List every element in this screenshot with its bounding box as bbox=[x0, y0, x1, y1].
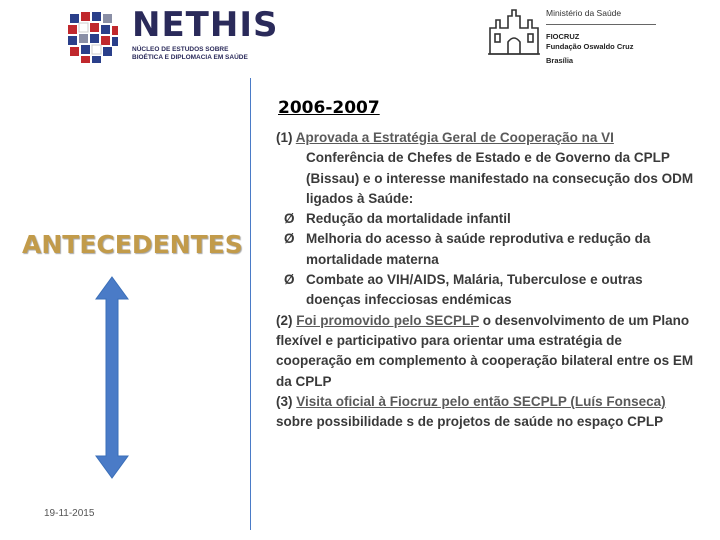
item-1-number: (1) bbox=[276, 130, 293, 145]
item-1 bbox=[276, 128, 696, 148]
nethis-subtitle-line2: BIOÉTICA E DIPLOMACIA EM SAÚDE bbox=[132, 54, 248, 61]
bullet-arrow-icon: Ø bbox=[284, 211, 295, 227]
double-arrow-icon bbox=[94, 275, 130, 480]
nethis-title: NETHIS bbox=[132, 5, 279, 45]
fiocruz-castle-icon bbox=[486, 6, 542, 58]
fiocruz-line3: Brasília bbox=[546, 56, 574, 65]
vertical-divider bbox=[250, 78, 251, 530]
item-3 bbox=[276, 392, 696, 433]
fiocruz-line1: FIOCRUZ bbox=[546, 32, 580, 41]
bullet-text: Melhoria do acesso à saúde reprodutiva e redução da mortalidade materna bbox=[306, 231, 651, 267]
item-3-number: (3) bbox=[276, 393, 293, 409]
fiocruz-text bbox=[546, 32, 634, 66]
bullet-item bbox=[276, 209, 696, 229]
bullet-item bbox=[276, 270, 696, 311]
item-3-lead: Visita oficial à Fiocruz pelo então SECPLP (Luís Fonseca) bbox=[296, 393, 666, 409]
fiocruz-logo bbox=[486, 2, 666, 68]
bullet-text: Combate ao VIH/AIDS, Malária, Tuberculose e outras doenças infecciosas endémicas bbox=[306, 272, 643, 308]
item-1-rest: Conferência de Chefes de Estado e de Governo da CPLP (Bissau) e o interesse manifestado na consecução dos ODM ligados à Saúde: bbox=[306, 150, 694, 206]
item-2-number: (2) bbox=[276, 312, 293, 328]
bullet-text: Redução da mortalidade infantil bbox=[306, 211, 511, 227]
item-3-text: sobre possibilidade s de projetos de saúde no espaço CPLP bbox=[276, 414, 664, 430]
fiocruz-line2: Fundação Oswaldo Cruz bbox=[546, 42, 634, 51]
nethis-mosaic-icon bbox=[62, 6, 122, 66]
item-1-lead: Aprovada a Estratégia Geral de Cooperação na VI bbox=[295, 130, 614, 145]
bullet-item bbox=[276, 229, 696, 270]
year-heading: 2006-2007 bbox=[278, 98, 380, 118]
footer-date: 19-11-2015 bbox=[44, 508, 95, 519]
item-2 bbox=[276, 311, 696, 392]
nethis-subtitle-line1: NÚCLEO DE ESTUDOS SOBRE bbox=[132, 46, 229, 53]
section-title: ANTECEDENTES bbox=[22, 230, 243, 259]
item-2-text: o desenvolvimento de um Plano flexível e participativo para orientar uma estratégia de cooperação em complemento à cooperação bilateral entre os EM da CPLP bbox=[276, 312, 694, 389]
ministry-label: Ministério da Saúde bbox=[546, 8, 622, 18]
nethis-subtitle bbox=[132, 46, 252, 62]
bullet-arrow-icon: Ø bbox=[284, 272, 295, 288]
nethis-logo bbox=[62, 4, 279, 68]
logo-divider bbox=[546, 24, 656, 25]
content-body bbox=[276, 128, 696, 432]
item-2-lead: Foi promovido pelo SECPLP bbox=[296, 312, 480, 328]
bullet-arrow-icon: Ø bbox=[284, 231, 295, 247]
